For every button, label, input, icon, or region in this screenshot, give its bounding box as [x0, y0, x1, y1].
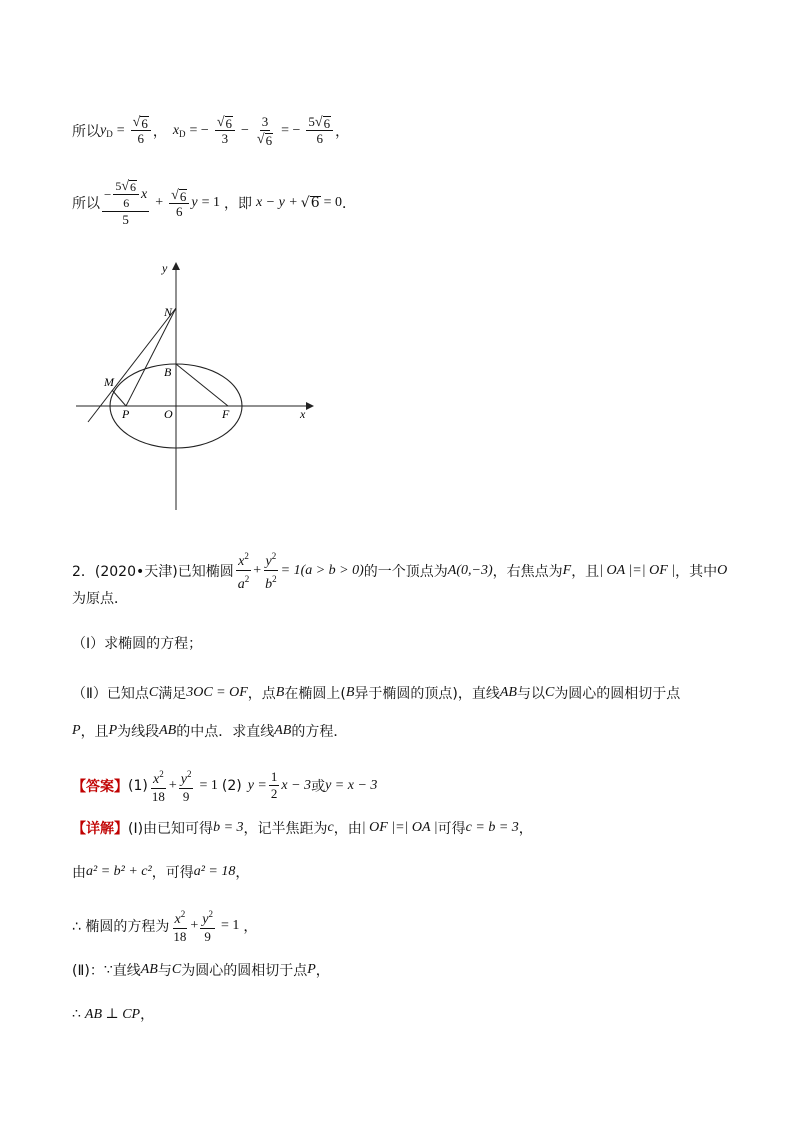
- part-2-line-2: P ，且 P 为线段 AB 的中点．求直线 AB 的方程．: [72, 723, 348, 740]
- y-axis-arrow: [172, 262, 180, 270]
- label-O: O: [164, 407, 173, 421]
- label-N: N: [164, 305, 173, 319]
- part-2-line-1: （Ⅱ）已知点 C 满足 3OC = OF ，点 B 在椭圆上( B 异于椭圆的顶点)，直线 AB 与以 C 为圆心的圆相切于点: [72, 685, 681, 702]
- fraction: √ 6 6: [169, 187, 189, 220]
- question-2-line-2: 为原点．: [72, 591, 128, 607]
- fraction: √ 6 6: [131, 114, 151, 147]
- nested-fraction: − 5 √ 6 6 x 5: [104, 179, 148, 227]
- fraction: 5 √ 6 6: [306, 114, 333, 147]
- label-B: B: [164, 365, 172, 379]
- label-P: P: [122, 407, 130, 421]
- detail-line-2: 由 a² = b² + c² ，可得 a² = 18 ，: [72, 864, 250, 881]
- ellipse-figure: [70, 258, 320, 518]
- part-1: （Ⅰ）求椭圆的方程；: [72, 636, 203, 652]
- answer-label: 【答案】: [72, 778, 128, 795]
- fraction: 3 √ 6: [256, 114, 273, 148]
- answer-line: 【答案】 (1) $\frac{x^2}{18}$ + $\frac{y^2}{9}$ = 1 (2) y = $\frac{1}{2}$ x − 3 或 y = x − 3: [72, 766, 377, 805]
- label-x-axis: x: [300, 407, 306, 421]
- question-2-line-1: 2．(2020•天津)已知椭圆 $\frac{x^2}{a^2}$ + $\frac{y^2}{b^2}$ = 1(a > b > 0) 的一个顶点为 A(0,−3) ，右焦点为 F ，且 | OA |=| OF | ，其中 O: [72, 548, 727, 593]
- segment-M-P: [112, 390, 126, 406]
- detail-line-4: (Ⅱ)： ∵ 直线 AB 与 C 为圆心的圆相切于点 P ，: [72, 962, 330, 979]
- x-axis-arrow: [306, 402, 314, 410]
- label-M: M: [104, 375, 114, 389]
- label-F: F: [222, 407, 230, 421]
- equation-line-2: 所以 − 5 √ 6 6 x 5 + √ 6 6 y = 1 ，即 x − y + √ 6 = 0 ．: [72, 179, 357, 227]
- detail-line-1: 【详解】 (Ⅰ)由已知可得 b = 3 ，记半焦距为 c ，由 | OF |=| OA | 可得 c = b = 3 ，: [72, 820, 533, 837]
- detail-line-3: ∴ 椭圆的方程为 $\frac{x^2}{18}$ + $\frac{y^2}{9}$ = 1 ，: [72, 906, 257, 945]
- detail-label: 【详解】: [72, 821, 128, 837]
- label-y-axis: y: [162, 261, 168, 275]
- detail-line-5: ∴ AB ⊥ CP ，: [72, 1006, 155, 1023]
- segment-B-F: [176, 364, 228, 406]
- segment-N-P: [126, 308, 176, 406]
- equation-line-1: 所以 $y_D$ = √ 6 6 ， $x_D$ = − √ 6 3 − 3 √ 6 = − 5 √ 6 6 ，: [72, 114, 350, 148]
- fraction: √ 6 3: [215, 114, 235, 147]
